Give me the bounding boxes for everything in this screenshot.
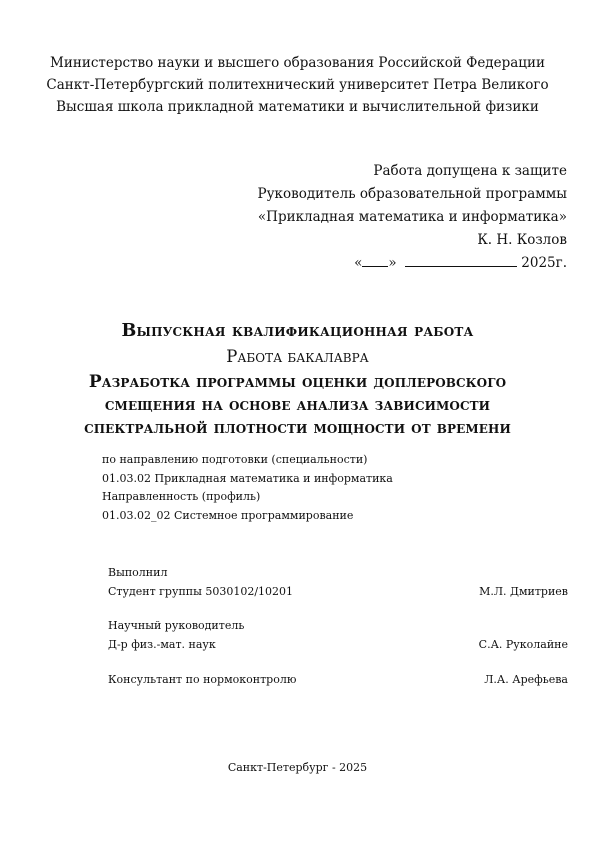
- direction-line-1: по направлению подготовки (специальности): [102, 453, 368, 466]
- day-blank: [362, 265, 388, 267]
- city-year: Санкт-Петербург - 2025: [227, 761, 368, 774]
- supervisor-role: Д-р физ.-мат. наук: [108, 637, 216, 651]
- topic-line-3: спектральной плотности мощности от времени: [84, 418, 511, 438]
- approval-year: 2025г.: [521, 255, 567, 271]
- organization-header: [0, 52, 595, 118]
- ministry-name: Министерство науки и высшего образования Российской Федерации: [50, 55, 545, 71]
- direction-block: [102, 451, 393, 525]
- performer-name: М.Л. Дмитриев: [479, 584, 568, 598]
- month-blank: [405, 265, 517, 267]
- topic-line-1: Разработка программы оценки доплеровского: [88, 372, 507, 392]
- topic-title: [0, 371, 595, 440]
- school-name: Высшая школа прикладной математики и вычислительной физики: [56, 99, 539, 115]
- degree-title: Работа бакалавра: [226, 347, 369, 366]
- supervisor-name: С.А. Руколайне: [478, 637, 568, 651]
- approval-line-2: Руководитель образовательной программы: [257, 186, 567, 202]
- approval-line-1: Работа допущена к защите: [373, 163, 567, 179]
- supervisor-label: Научный руководитель: [108, 619, 245, 632]
- approval-block: [237, 160, 567, 275]
- topic-line-2: смещения на основе анализа зависимости: [104, 395, 491, 415]
- direction-line-3: Направленность (профиль): [102, 490, 261, 503]
- date-close-quote: »: [388, 255, 397, 271]
- approval-head-name: К. Н. Козлов: [477, 232, 567, 248]
- direction-line-2: 01.03.02 Прикладная математика и информатика: [102, 471, 393, 485]
- consultant-name: Л.А. Арефьева: [484, 673, 568, 686]
- university-name: Санкт-Петербургский политехнический университет Петра Великого: [46, 77, 549, 93]
- date-open-quote: «: [354, 255, 363, 271]
- work-type-title: Выпускная квалификационная работа: [121, 321, 474, 341]
- consultant-block: [108, 671, 568, 690]
- supervisor-block: [108, 617, 568, 654]
- performer-label: Выполнил: [108, 566, 168, 579]
- consultant-role: Консультант по нормоконтролю: [108, 673, 297, 686]
- approval-line-3: «Прикладная математика и информатика»: [257, 209, 567, 225]
- direction-line-4: 01.03.02_02 Системное программирование: [102, 508, 354, 522]
- approval-date-line: [237, 252, 567, 275]
- performer-role: Студент группы 5030102/10201: [108, 584, 294, 598]
- performer-block: [108, 564, 568, 601]
